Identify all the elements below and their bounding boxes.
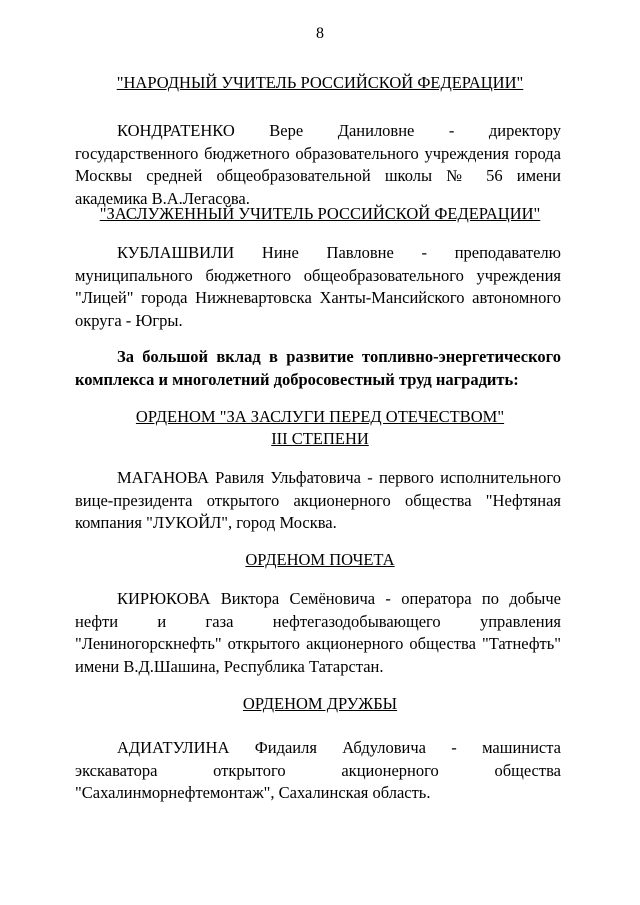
award-paragraph-maganov: МАГАНОВА Равиля Ульфатовича - первого исполнительного вице-президента открытого акционерного общества "Нефтяная компания "ЛУКОЙЛ", город Москва. <box>75 468 561 532</box>
award-paragraph-adiatulin: АДИАТУЛИНА Фидаиля Абдуловича - машиниста экскаватора открытого акционерного общества "Сахалинморнефтемонтаж", Сахалинская область. <box>75 738 561 802</box>
section-heading-order-merit <box>0 406 640 450</box>
section-heading-honored-teacher: "ЗАСЛУЖЕННЫЙ УЧИТЕЛЬ РОССИЙСКОЙ ФЕДЕРАЦИИ" <box>99 204 541 223</box>
page-number: 8 <box>316 25 324 42</box>
section-heading-people-teacher: "НАРОДНЫЙ УЧИТЕЛЬ РОССИЙСКОЙ ФЕДЕРАЦИИ" <box>116 73 524 92</box>
award-paragraph-kiryukov: КИРЮКОВА Виктора Семёновича - оператора по добыче нефти и газа нефтегазодобывающего управления "Лениногорскнефть" открытого акционерного общества "Татнефть" имени В.Д.Шашина, Республика Татарстан. <box>75 589 561 676</box>
award-paragraph-kublashvili: КУБЛАШВИЛИ Нине Павловне - преподавателю муниципального бюджетного общеобразовательного учреждения "Лицей" города Нижневартовска Ханты-Мансийского автономного округа - Югры. <box>75 243 561 330</box>
section-heading-order-merit-line1: ОРДЕНОМ "ЗА ЗАСЛУГИ ПЕРЕД ОТЕЧЕСТВОМ" <box>135 407 505 426</box>
section-heading-order-friendship: ОРДЕНОМ ДРУЖБЫ <box>242 694 398 713</box>
award-paragraph-kondratenko: КОНДРАТЕНКО Вере Даниловне - директору государственного бюджетного образовательного учреждения города Москвы средней общеобразовательной школы № 56 имени академика В.А.Легасова. <box>75 121 561 208</box>
section-heading-order-honour: ОРДЕНОМ ПОЧЕТА <box>245 550 395 569</box>
section-heading-order-merit-line2: III СТЕПЕНИ <box>271 429 369 448</box>
intro-bold-paragraph: За большой вклад в развитие топливно-энергетического комплекса и многолетний добросовестный труд наградить: <box>75 347 561 389</box>
